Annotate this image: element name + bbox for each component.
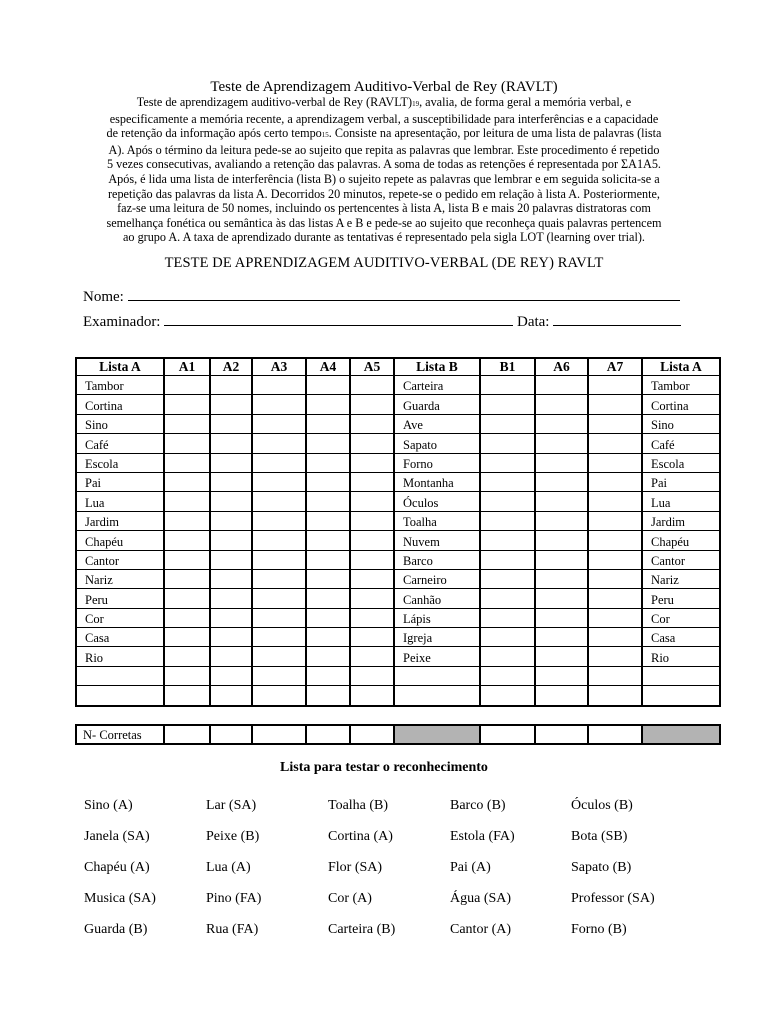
answer-cell[interactable] xyxy=(588,395,642,414)
answer-cell[interactable] xyxy=(535,550,588,569)
answer-cell[interactable] xyxy=(350,628,394,647)
word-cell: Lua xyxy=(76,492,164,511)
grid-row xyxy=(76,395,720,414)
answer-cell[interactable] xyxy=(252,395,306,414)
answer-cell[interactable] xyxy=(588,569,642,588)
answer-cell[interactable] xyxy=(306,511,350,530)
intro-text-segment: ao grupo A. A taxa de aprendizado durante as tentativas é representado pela sigla LOT (learning over trial). xyxy=(123,230,645,245)
answer-cell[interactable] xyxy=(164,414,210,433)
reference-number: 15 xyxy=(321,131,329,140)
recognition-word: Rua (FA) xyxy=(206,922,259,937)
grid-row xyxy=(76,628,720,647)
intro-line xyxy=(80,95,688,112)
intro-text-segment: Teste de aprendizagem auditivo-verbal de Rey (RAVLT) xyxy=(136,95,413,109)
answer-cell[interactable] xyxy=(164,647,210,666)
recognition-title: Lista para testar o reconhecimento xyxy=(280,760,488,775)
score-cell-a4[interactable] xyxy=(306,725,350,744)
nome-field[interactable] xyxy=(128,286,680,301)
grid-header-cell: Lista A xyxy=(642,358,720,376)
answer-cell[interactable] xyxy=(164,395,210,414)
grid-header-row xyxy=(76,358,720,376)
word-cell: Cortina xyxy=(76,395,164,414)
score-cell-b1[interactable] xyxy=(480,725,535,744)
score-cell-a6[interactable] xyxy=(535,725,588,744)
recognition-word: Sino (A) xyxy=(84,798,133,813)
answer-cell[interactable] xyxy=(350,686,394,706)
answer-cell[interactable] xyxy=(306,608,350,627)
answer-cell[interactable] xyxy=(588,628,642,647)
recognition-word: Lua (A) xyxy=(206,860,251,875)
word-cell: Pai xyxy=(642,472,720,491)
word-cell: Ave xyxy=(394,414,480,433)
recognition-word: Pino (FA) xyxy=(206,891,262,906)
word-cell: Café xyxy=(642,434,720,453)
answer-cell[interactable] xyxy=(480,569,535,588)
answer-cell[interactable] xyxy=(252,492,306,511)
answer-cell[interactable] xyxy=(252,569,306,588)
grid-row xyxy=(76,647,720,666)
word-cell: Toalha xyxy=(394,511,480,530)
word-cell: Nariz xyxy=(76,569,164,588)
word-cell: Casa xyxy=(642,628,720,647)
answer-cell[interactable] xyxy=(480,686,535,706)
answer-cell[interactable] xyxy=(588,686,642,706)
recognition-word: Flor (SA) xyxy=(328,860,383,875)
word-cell: Rio xyxy=(76,647,164,666)
grid-row xyxy=(76,492,720,511)
examinador-label: Examinador: xyxy=(83,314,161,330)
grid-header-cell: A7 xyxy=(588,358,642,376)
grid-row xyxy=(76,550,720,569)
word-cell xyxy=(394,666,480,685)
answer-cell[interactable] xyxy=(588,414,642,433)
answer-cell[interactable] xyxy=(350,492,394,511)
word-cell: Rio xyxy=(642,647,720,666)
grid-header-cell: A3 xyxy=(252,358,306,376)
answer-cell[interactable] xyxy=(210,608,252,627)
word-cell xyxy=(76,686,164,706)
word-cell: Cor xyxy=(642,608,720,627)
score-cell-a3[interactable] xyxy=(252,725,306,744)
answer-cell[interactable] xyxy=(350,376,394,395)
intro-line xyxy=(80,112,688,127)
word-cell: Sino xyxy=(642,414,720,433)
answer-cell[interactable] xyxy=(210,472,252,491)
word-cell xyxy=(76,666,164,685)
grid-row xyxy=(76,434,720,453)
answer-cell[interactable] xyxy=(535,628,588,647)
recognition-word: Barco (B) xyxy=(450,798,506,813)
intro-text-segment: de retenção da informação após certo tempo xyxy=(106,126,322,141)
answer-cell[interactable] xyxy=(210,492,252,511)
answer-cell[interactable] xyxy=(480,550,535,569)
answer-cell[interactable] xyxy=(252,434,306,453)
word-cell: Tambor xyxy=(642,376,720,395)
answer-cell[interactable] xyxy=(350,647,394,666)
answer-cell[interactable] xyxy=(164,376,210,395)
grid-row xyxy=(76,511,720,530)
word-cell: Tambor xyxy=(76,376,164,395)
grid-row xyxy=(76,569,720,588)
answer-cell[interactable] xyxy=(252,628,306,647)
answer-cell[interactable] xyxy=(350,589,394,608)
answer-cell[interactable] xyxy=(350,569,394,588)
answer-cell[interactable] xyxy=(252,608,306,627)
recognition-word: Bota (SB) xyxy=(571,829,628,844)
answer-cell[interactable] xyxy=(164,511,210,530)
answer-cell[interactable] xyxy=(210,569,252,588)
answer-cell[interactable] xyxy=(588,531,642,550)
answer-cell[interactable] xyxy=(210,511,252,530)
answer-cell[interactable] xyxy=(252,686,306,706)
answer-cell[interactable] xyxy=(350,453,394,472)
answer-cell[interactable] xyxy=(588,589,642,608)
answer-cell[interactable] xyxy=(210,434,252,453)
answer-cell[interactable] xyxy=(535,492,588,511)
word-cell: Montanha xyxy=(394,472,480,491)
answer-cell[interactable] xyxy=(535,434,588,453)
grid-row xyxy=(76,472,720,491)
examinador-row xyxy=(83,311,681,331)
score-cell-a5[interactable] xyxy=(350,725,394,744)
score-cell-a1[interactable] xyxy=(164,725,210,744)
recognition-word: Óculos (B) xyxy=(571,798,633,813)
answer-cell[interactable] xyxy=(164,550,210,569)
word-cell xyxy=(642,686,720,706)
score-label: N- Corretas xyxy=(76,725,164,744)
word-cell: Nariz xyxy=(642,569,720,588)
answer-cell[interactable] xyxy=(535,686,588,706)
recognition-word: Pai (A) xyxy=(450,860,491,875)
word-cell: Casa xyxy=(76,628,164,647)
word-cell: Óculos xyxy=(394,492,480,511)
score-cell-a7[interactable] xyxy=(588,725,642,744)
grid-row xyxy=(76,453,720,472)
grid-row xyxy=(76,686,720,706)
answer-cell[interactable] xyxy=(210,531,252,550)
answer-cell[interactable] xyxy=(210,666,252,685)
answer-cell[interactable] xyxy=(306,395,350,414)
answer-cell[interactable] xyxy=(588,647,642,666)
grid-header-cell: A4 xyxy=(306,358,350,376)
intro-line xyxy=(80,187,688,202)
word-cell: Café xyxy=(76,434,164,453)
word-cell xyxy=(642,666,720,685)
word-cell: Chapéu xyxy=(642,531,720,550)
word-cell: Sino xyxy=(76,414,164,433)
recognition-word: Guarda (B) xyxy=(84,922,148,937)
answer-cell[interactable] xyxy=(535,647,588,666)
word-cell: Forno xyxy=(394,453,480,472)
word-cell: Jardim xyxy=(76,511,164,530)
answer-cell[interactable] xyxy=(164,434,210,453)
answer-cell[interactable] xyxy=(588,666,642,685)
grid-header-cell: A1 xyxy=(164,358,210,376)
intro-title: Teste de Aprendizagem Auditivo-Verbal de Rey (RAVLT) xyxy=(210,79,558,95)
word-cell: Peru xyxy=(642,589,720,608)
word-cell: Carneiro xyxy=(394,569,480,588)
ravlt-grid xyxy=(75,357,721,707)
answer-cell[interactable] xyxy=(164,666,210,685)
recognition-word: Chapéu (A) xyxy=(84,860,150,875)
intro-text-segment: , avalia, de forma geral a memória verbal, e xyxy=(419,95,632,109)
intro-line xyxy=(80,230,688,245)
answer-cell[interactable] xyxy=(480,647,535,666)
intro-text-segment: repetição das palavras da lista A. Decorridos 20 minutos, repete-se o pedido em relação à lista A. Posteriormente, xyxy=(108,186,660,201)
intro-text-segment: semelhança fonética ou semântica às das listas A e B e pede-se ao sujeito que reconheça quais palavras pertencem xyxy=(106,215,662,230)
grid-row xyxy=(76,414,720,433)
answer-cell[interactable] xyxy=(588,511,642,530)
answer-cell[interactable] xyxy=(252,550,306,569)
word-cell: Canhão xyxy=(394,589,480,608)
recognition-word: Lar (SA) xyxy=(206,798,257,813)
intro-line xyxy=(80,143,688,158)
answer-cell[interactable] xyxy=(350,414,394,433)
answer-cell[interactable] xyxy=(306,414,350,433)
grid-row xyxy=(76,666,720,685)
answer-cell[interactable] xyxy=(535,376,588,395)
answer-cell[interactable] xyxy=(350,666,394,685)
answer-cell[interactable] xyxy=(480,589,535,608)
word-cell: Cortina xyxy=(642,395,720,414)
grid-header-cell: A5 xyxy=(350,358,394,376)
recognition-word: Cor (A) xyxy=(328,891,372,906)
answer-cell[interactable] xyxy=(480,395,535,414)
word-cell: Guarda xyxy=(394,395,480,414)
answer-cell[interactable] xyxy=(164,686,210,706)
answer-cell[interactable] xyxy=(306,666,350,685)
intro-line xyxy=(80,201,688,216)
answer-cell[interactable] xyxy=(588,376,642,395)
answer-cell[interactable] xyxy=(480,531,535,550)
answer-cell[interactable] xyxy=(480,434,535,453)
answer-cell[interactable] xyxy=(480,472,535,491)
score-table xyxy=(75,724,721,745)
answer-cell[interactable] xyxy=(350,395,394,414)
answer-cell[interactable] xyxy=(535,531,588,550)
answer-cell[interactable] xyxy=(480,414,535,433)
intro-text-segment: A). Após o término da leitura pede-se ao sujeito que repita as palavras que lembrar. Este procedimento é repetido xyxy=(108,142,660,157)
answer-cell[interactable] xyxy=(252,531,306,550)
answer-cell[interactable] xyxy=(588,492,642,511)
recognition-word: Toalha (B) xyxy=(328,798,389,813)
answer-cell[interactable] xyxy=(480,608,535,627)
answer-cell[interactable] xyxy=(164,569,210,588)
word-cell xyxy=(394,686,480,706)
answer-cell[interactable] xyxy=(306,569,350,588)
answer-cell[interactable] xyxy=(210,628,252,647)
answer-cell[interactable] xyxy=(210,589,252,608)
answer-cell[interactable] xyxy=(210,395,252,414)
nome-row xyxy=(83,286,680,306)
word-cell: Chapéu xyxy=(76,531,164,550)
answer-cell[interactable] xyxy=(350,472,394,491)
answer-cell[interactable] xyxy=(588,608,642,627)
answer-cell[interactable] xyxy=(210,647,252,666)
recognition-word: Professor (SA) xyxy=(571,891,655,906)
answer-cell[interactable] xyxy=(306,550,350,569)
answer-cell[interactable] xyxy=(350,550,394,569)
answer-cell[interactable] xyxy=(480,666,535,685)
form-title: TESTE DE APRENDIZAGEM AUDITIVO-VERBAL (DE REY) RAVLT xyxy=(164,255,604,271)
answer-cell[interactable] xyxy=(480,511,535,530)
grid-row xyxy=(76,376,720,395)
answer-cell[interactable] xyxy=(252,453,306,472)
reference-number: 19 xyxy=(412,100,420,108)
answer-cell[interactable] xyxy=(480,376,535,395)
answer-cell[interactable] xyxy=(210,414,252,433)
score-row xyxy=(76,725,720,744)
answer-cell[interactable] xyxy=(164,531,210,550)
answer-cell[interactable] xyxy=(535,453,588,472)
answer-cell[interactable] xyxy=(164,492,210,511)
answer-cell[interactable] xyxy=(252,511,306,530)
recognition-word: Água (SA) xyxy=(450,891,512,906)
answer-cell[interactable] xyxy=(588,550,642,569)
answer-cell[interactable] xyxy=(588,453,642,472)
intro-text-segment: faz-se uma leitura de 50 nomes, incluindo os pertencentes à lista A, lista B e mais 20 palavras distratoras com xyxy=(117,201,651,216)
answer-cell[interactable] xyxy=(535,414,588,433)
word-cell: Igreja xyxy=(394,628,480,647)
answer-cell[interactable] xyxy=(210,686,252,706)
word-cell: Jardim xyxy=(642,511,720,530)
recognition-word: Janela (SA) xyxy=(84,829,150,844)
recognition-word: Peixe (B) xyxy=(206,829,260,844)
answer-cell[interactable] xyxy=(588,472,642,491)
answer-cell[interactable] xyxy=(164,608,210,627)
intro-text-segment: especificamente a memória recente, a aprendizagem verbal, a susceptibilidade para interferências e a capacidade xyxy=(109,111,659,126)
grid-header-cell: Lista B xyxy=(394,358,480,376)
grid-header-cell: B1 xyxy=(480,358,535,376)
answer-cell[interactable] xyxy=(350,531,394,550)
nome-label: Nome: xyxy=(83,289,124,305)
answer-cell[interactable] xyxy=(306,472,350,491)
word-cell: Peru xyxy=(76,589,164,608)
recognition-word: Estola (FA) xyxy=(450,829,515,844)
data-field[interactable] xyxy=(553,311,681,326)
answer-cell[interactable] xyxy=(252,666,306,685)
answer-cell[interactable] xyxy=(306,434,350,453)
answer-cell[interactable] xyxy=(535,472,588,491)
answer-cell[interactable] xyxy=(252,376,306,395)
word-cell: Cor xyxy=(76,608,164,627)
answer-cell[interactable] xyxy=(535,569,588,588)
word-cell: Sapato xyxy=(394,434,480,453)
intro-text-segment: . Consiste na apresentação, por leitura de uma lista de palavras (lista xyxy=(328,126,662,141)
answer-cell[interactable] xyxy=(535,666,588,685)
grid-header-cell: A2 xyxy=(210,358,252,376)
answer-cell[interactable] xyxy=(306,647,350,666)
answer-cell[interactable] xyxy=(350,511,394,530)
recognition-word: Cortina (A) xyxy=(328,829,393,844)
answer-cell[interactable] xyxy=(164,453,210,472)
answer-cell[interactable] xyxy=(252,589,306,608)
answer-cell[interactable] xyxy=(210,453,252,472)
intro-text-segment: 5 vezes consecutivas, avaliando a retenção das palavras. A soma de todas as retenções é representada por ΣA1A5. xyxy=(107,157,661,172)
recognition-word: Carteira (B) xyxy=(328,922,396,937)
word-cell: Barco xyxy=(394,550,480,569)
answer-cell[interactable] xyxy=(306,589,350,608)
recognition-word: Cantor (A) xyxy=(450,922,512,937)
answer-cell[interactable] xyxy=(535,395,588,414)
word-cell: Pai xyxy=(76,472,164,491)
examinador-field[interactable] xyxy=(164,311,513,326)
word-cell: Cantor xyxy=(76,550,164,569)
grid-header-cell: Lista A xyxy=(76,358,164,376)
score-cell-a2[interactable] xyxy=(210,725,252,744)
recognition-word: Forno (B) xyxy=(571,922,627,937)
grid-row xyxy=(76,608,720,627)
intro-paragraph xyxy=(80,95,688,245)
answer-cell[interactable] xyxy=(252,647,306,666)
answer-cell[interactable] xyxy=(535,608,588,627)
word-cell: Peixe xyxy=(394,647,480,666)
answer-cell[interactable] xyxy=(306,453,350,472)
grid-row xyxy=(76,531,720,550)
word-cell: Cantor xyxy=(642,550,720,569)
answer-cell[interactable] xyxy=(252,472,306,491)
recognition-word: Sapato (B) xyxy=(571,860,632,875)
answer-cell[interactable] xyxy=(306,531,350,550)
answer-cell[interactable] xyxy=(164,628,210,647)
grid-header-cell: A6 xyxy=(535,358,588,376)
answer-cell[interactable] xyxy=(350,434,394,453)
intro-line xyxy=(80,216,688,231)
answer-cell[interactable] xyxy=(306,376,350,395)
word-cell: Escola xyxy=(76,453,164,472)
answer-cell[interactable] xyxy=(588,434,642,453)
score-cell-shaded xyxy=(642,725,720,744)
answer-cell[interactable] xyxy=(306,686,350,706)
word-cell: Lua xyxy=(642,492,720,511)
intro-text-segment: Após, é lida uma lista de interferência (lista B) o sujeito repete as palavras que lembrar e em seguida solicita-se a xyxy=(108,171,660,186)
answer-cell[interactable] xyxy=(210,550,252,569)
answer-cell[interactable] xyxy=(306,628,350,647)
answer-cell[interactable] xyxy=(350,608,394,627)
intro-line xyxy=(80,172,688,187)
intro-line xyxy=(80,126,688,143)
answer-cell[interactable] xyxy=(480,628,535,647)
data-label: Data: xyxy=(516,314,550,330)
answer-cell[interactable] xyxy=(480,453,535,472)
answer-cell[interactable] xyxy=(210,376,252,395)
answer-cell[interactable] xyxy=(535,511,588,530)
answer-cell[interactable] xyxy=(480,492,535,511)
word-cell: Carteira xyxy=(394,376,480,395)
word-cell: Escola xyxy=(642,453,720,472)
word-cell: Lápis xyxy=(394,608,480,627)
score-cell-shaded xyxy=(394,725,480,744)
answer-cell[interactable] xyxy=(252,414,306,433)
grid-row xyxy=(76,589,720,608)
answer-cell[interactable] xyxy=(306,492,350,511)
answer-cell[interactable] xyxy=(164,589,210,608)
intro-line xyxy=(80,157,688,172)
word-cell: Nuvem xyxy=(394,531,480,550)
recognition-word: Musica (SA) xyxy=(84,891,156,906)
answer-cell[interactable] xyxy=(164,472,210,491)
answer-cell[interactable] xyxy=(535,589,588,608)
